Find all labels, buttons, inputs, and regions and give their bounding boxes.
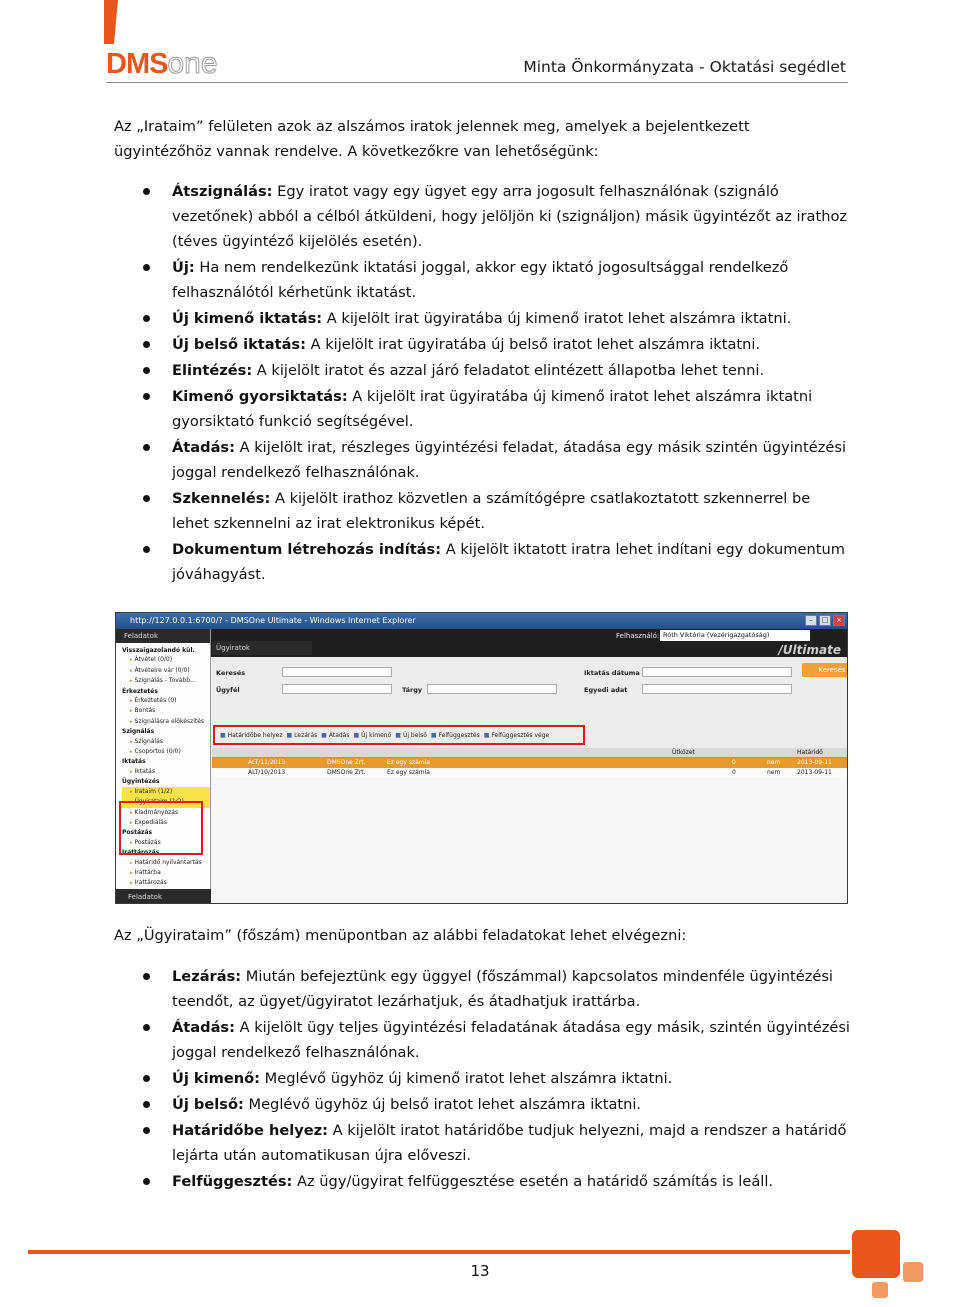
- list-item-text: Ha nem rendelkezünk iktatási joggal, akkor egy iktató jogosultsággal rendelkező felhasználótól kérhetünk iktatást.: [172, 259, 789, 301]
- list-item-term: Átadás:: [172, 439, 235, 456]
- list-item-term: Szkennelés:: [172, 490, 271, 507]
- list-item: [114, 964, 850, 1014]
- list-item: [114, 1169, 850, 1194]
- minimize-icon[interactable]: –: [805, 615, 817, 626]
- client-input[interactable]: [282, 684, 392, 694]
- sidebar-item[interactable]: ▸ Irataim (1/2): [122, 787, 210, 797]
- list-item-term: Felfüggesztés:: [172, 1173, 293, 1190]
- table-row[interactable]: [212, 758, 848, 768]
- ugyirataim-feature-list: [114, 964, 850, 1195]
- list-item-term: Átszignálás:: [172, 183, 273, 200]
- ugyirataim-paragraph: Az „Ügyirataim” (főszám) menüpontban az alábbi feladatokat lehet elvégezni:: [114, 927, 687, 944]
- task-sidebar: [116, 629, 211, 904]
- list-item-text: Meglévő ügyhöz új belső iratot lehet alszámra iktatni.: [243, 1096, 642, 1113]
- list-item-term: Dokumentum létrehozás indítás:: [172, 541, 442, 558]
- list-item-term: Új kimenő:: [172, 1070, 260, 1087]
- list-item-text: Egy iratot vagy egy ügyet egy arra jogosult felhasználónak (szignáló vezetőnek) abból a célból átküldeni, hogy jelöljön ki (szignáljon) másik ügyintézőt az irathoz (téves ügyintéző kijelölés esetén).: [172, 183, 848, 250]
- close-icon[interactable]: ×: [833, 615, 845, 626]
- cell-org: DMSOne Zrt.: [327, 759, 366, 766]
- toolbar-button[interactable]: ■ Felfüggesztés: [431, 732, 480, 739]
- col-header[interactable]: Ütközet: [672, 749, 695, 756]
- sidebar-item[interactable]: ▸ Csoportos (0/0): [122, 747, 210, 757]
- irataim-feature-list: [114, 179, 850, 588]
- sidebar-item[interactable]: Irattározás: [122, 849, 160, 857]
- sidebar-item[interactable]: ▸ Expediálás: [122, 818, 210, 828]
- list-item-term: Új belső iktatás:: [172, 336, 306, 353]
- toolbar-button[interactable]: ■ Átadás: [321, 732, 349, 739]
- list-item-term: Átadás:: [172, 1019, 235, 1036]
- highlight-box-sidebar: [119, 801, 203, 855]
- list-item-term: Új:: [172, 259, 195, 276]
- cell-id: ÁLT/10/2013: [248, 769, 286, 776]
- list-item: [114, 1092, 850, 1117]
- sidebar-item[interactable]: Érkeztetés: [122, 687, 158, 695]
- sidebar-item[interactable]: Ügyintézés: [122, 778, 160, 786]
- search-input[interactable]: [282, 667, 392, 677]
- sidebar-item[interactable]: ▸ Érkeztetés (0): [122, 696, 210, 706]
- toolbar-button[interactable]: ■ Új belső: [395, 732, 427, 739]
- list-item-text: A kijelölt iktatott iratra lehet indítani egy dokumentum jóváhagyást.: [172, 541, 845, 583]
- client-label: Ügyfél: [216, 686, 240, 694]
- sidebar-item[interactable]: Visszaigazolandó kül.: [122, 647, 195, 654]
- sidebar-item[interactable]: Postázás: [122, 829, 153, 837]
- list-item-text: A kijelölt irat ügyiratába új kimenő iratot lehet alszámra iktatni gyorsiktató funkció segítségével.: [172, 388, 813, 430]
- sidebar-item[interactable]: ▸ Átvétel (0/0): [122, 655, 210, 665]
- sidebar-item[interactable]: ▸ Bontás: [122, 706, 210, 716]
- cell-subject: Ez egy számla: [387, 759, 430, 766]
- document-header-title: Minta Önkormányzata - Oktatási segédlet: [523, 58, 846, 76]
- cell-date: 2013-09-11: [797, 759, 832, 766]
- dmsone-logo: DMSone: [106, 47, 218, 80]
- sidebar-item[interactable]: ▸ Szignálás - Tovább...: [122, 676, 210, 686]
- maximize-icon[interactable]: □: [819, 615, 831, 626]
- sidebar-footer[interactable]: Feladatok: [116, 889, 211, 904]
- sidebar-item[interactable]: Szignálás: [122, 728, 155, 736]
- list-item-text: A kijelölt irathoz közvetlen a számítógépre csatlakoztatott szkennerrel be lehet szkennelni az irat elektronikus képét.: [172, 490, 811, 532]
- sidebar-item[interactable]: ▸ Iktatás: [122, 767, 210, 777]
- col-header[interactable]: Határidő: [797, 749, 823, 756]
- filing-date-label: Iktatás dátuma: [584, 669, 640, 677]
- list-item-term: Új belső:: [172, 1096, 244, 1113]
- list-item-term: Elintézés:: [172, 362, 253, 379]
- list-item-term: Lezárás:: [172, 968, 242, 985]
- sidebar-header: Feladatok: [116, 629, 210, 643]
- header-divider: [106, 82, 848, 83]
- table-header: [212, 748, 848, 758]
- filing-date-input[interactable]: [642, 667, 792, 677]
- list-item-text: A kijelölt iratot és azzal járó feladatot elintézett állapotba lehet tenni.: [252, 362, 765, 379]
- user-select[interactable]: Róth Viktória (Vezérigazgatóság): [660, 630, 810, 641]
- list-item-term: Kimenő gyorsiktatás:: [172, 388, 348, 405]
- sidebar-item[interactable]: ▸ Átvételre vár (0/0): [122, 666, 210, 676]
- browser-window-title: http://127.0.0.1:6700/? - DMSOne Ultimate - Windows Internet Explorer: [130, 616, 416, 625]
- custom-data-input[interactable]: [642, 684, 792, 694]
- sidebar-item[interactable]: ▸ Irattárba: [122, 868, 210, 878]
- list-item-term: Határidőbe helyez:: [172, 1122, 329, 1139]
- list-item-text: Meglévő ügyhöz új kimenő iratot lehet alszámra iktatni.: [260, 1070, 673, 1087]
- list-item-term: Új kimenő iktatás:: [172, 310, 323, 327]
- sidebar-item[interactable]: ▸ Szignálás: [122, 737, 210, 747]
- subject-input[interactable]: [427, 684, 557, 694]
- list-item: [114, 486, 850, 536]
- custom-data-label: Egyedi adat: [584, 686, 628, 694]
- list-item: [114, 358, 850, 383]
- toolbar-button[interactable]: ■ Új kimenő: [353, 732, 391, 739]
- sidebar-item[interactable]: ▸ Kiadmányozás: [122, 808, 210, 818]
- list-item: [114, 1118, 850, 1168]
- list-item-text: Miután befejeztünk egy üggyel (főszámmal) kapcsolatos mindenféle ügyintézési teendőt, az ügyet/ügyiratot lezárhatjuk, és átadhatjuk irattárba.: [172, 968, 833, 1010]
- search-button[interactable]: Keresés: [802, 663, 848, 677]
- cell-subject: Ez egy számla: [387, 769, 430, 776]
- list-item: [114, 332, 850, 357]
- brand-label: /Ultimate: [778, 643, 841, 657]
- list-item-text: A kijelölt iratot határidőbe tudjuk helyezni, majd a rendszer a határidő lejárta után automatikusan újra előveszi.: [172, 1122, 847, 1164]
- list-item: [114, 306, 850, 331]
- cell-org: DMSOne Zrt.: [327, 769, 366, 776]
- subject-label: Tárgy: [402, 686, 423, 694]
- toolbar-button[interactable]: ■ Felfüggesztés vége: [484, 732, 549, 739]
- sidebar-item[interactable]: ▸ Határidő nyilvántartás: [122, 858, 210, 868]
- cell-flag: nem: [767, 759, 781, 766]
- cell-id: ÁLT/11/2013: [248, 759, 286, 766]
- logo-decoration: [104, 0, 144, 44]
- cell-date: 2013-09-11: [797, 769, 832, 776]
- toolbar-button[interactable]: ■ Határidőbe helyez: [220, 732, 282, 739]
- footer-decoration-dot: [872, 1282, 888, 1298]
- page-number: 13: [470, 1262, 490, 1280]
- footer-rule: [28, 1250, 850, 1254]
- list-item: [114, 255, 850, 305]
- sidebar-item[interactable]: ▸ Ügyirataim (1/2): [122, 797, 210, 807]
- sidebar-item[interactable]: ▸ Szignálásra előkészítés: [122, 717, 210, 727]
- list-item: [114, 537, 850, 587]
- list-item: [114, 1066, 850, 1091]
- list-item-text: A kijelölt irat ügyiratába új kimenő iratot lehet alszámra iktatni.: [322, 310, 792, 327]
- search-label: Keresés: [216, 669, 246, 677]
- list-item: [114, 1015, 850, 1065]
- toolbar-button[interactable]: ■ Lezárás: [286, 732, 317, 739]
- sidebar-item[interactable]: ▸ Irattározás: [122, 878, 210, 888]
- intro-paragraph: Az „Irataim” felületen azok az alszámos iratok jelennek meg, amelyek a bejelentkezett ügyintézőhöz vannak rendelve. A következőkre van lehetőségünk:: [114, 118, 750, 160]
- user-label: Felhasználó:: [616, 632, 660, 640]
- sidebar-item[interactable]: ▸ Postázás: [122, 838, 210, 848]
- list-item-text: A kijelölt ügy teljes ügyintézési feladatának átadása egy másik, szintén ügyintézési joggal rendelkező felhasználónak.: [172, 1019, 850, 1061]
- application-screenshot: [115, 612, 848, 904]
- list-item: [114, 384, 850, 434]
- list-item-text: A kijelölt irat, részleges ügyintézési feladat, átadása egy másik szintén ügyintézési joggal rendelkező felhasználónak.: [172, 439, 847, 481]
- cell-flag: nem: [767, 769, 781, 776]
- highlight-box-toolbar: [213, 725, 585, 745]
- list-item: [114, 179, 850, 254]
- browser-title-bar: [116, 613, 847, 629]
- cell-count: 0: [732, 769, 736, 776]
- list-item-text: Az ügy/ügyirat felfüggesztése esetén a határidő számítás is leáll.: [292, 1173, 774, 1190]
- main-tab-header[interactable]: Ügyiratok: [212, 641, 312, 655]
- table-empty-area: [212, 777, 848, 904]
- list-item: [114, 435, 850, 485]
- cell-count: 0: [732, 759, 736, 766]
- list-item-text: A kijelölt irat ügyiratába új belső iratot lehet alszámra iktatni.: [305, 336, 761, 353]
- sidebar-item[interactable]: Iktatás: [122, 758, 146, 766]
